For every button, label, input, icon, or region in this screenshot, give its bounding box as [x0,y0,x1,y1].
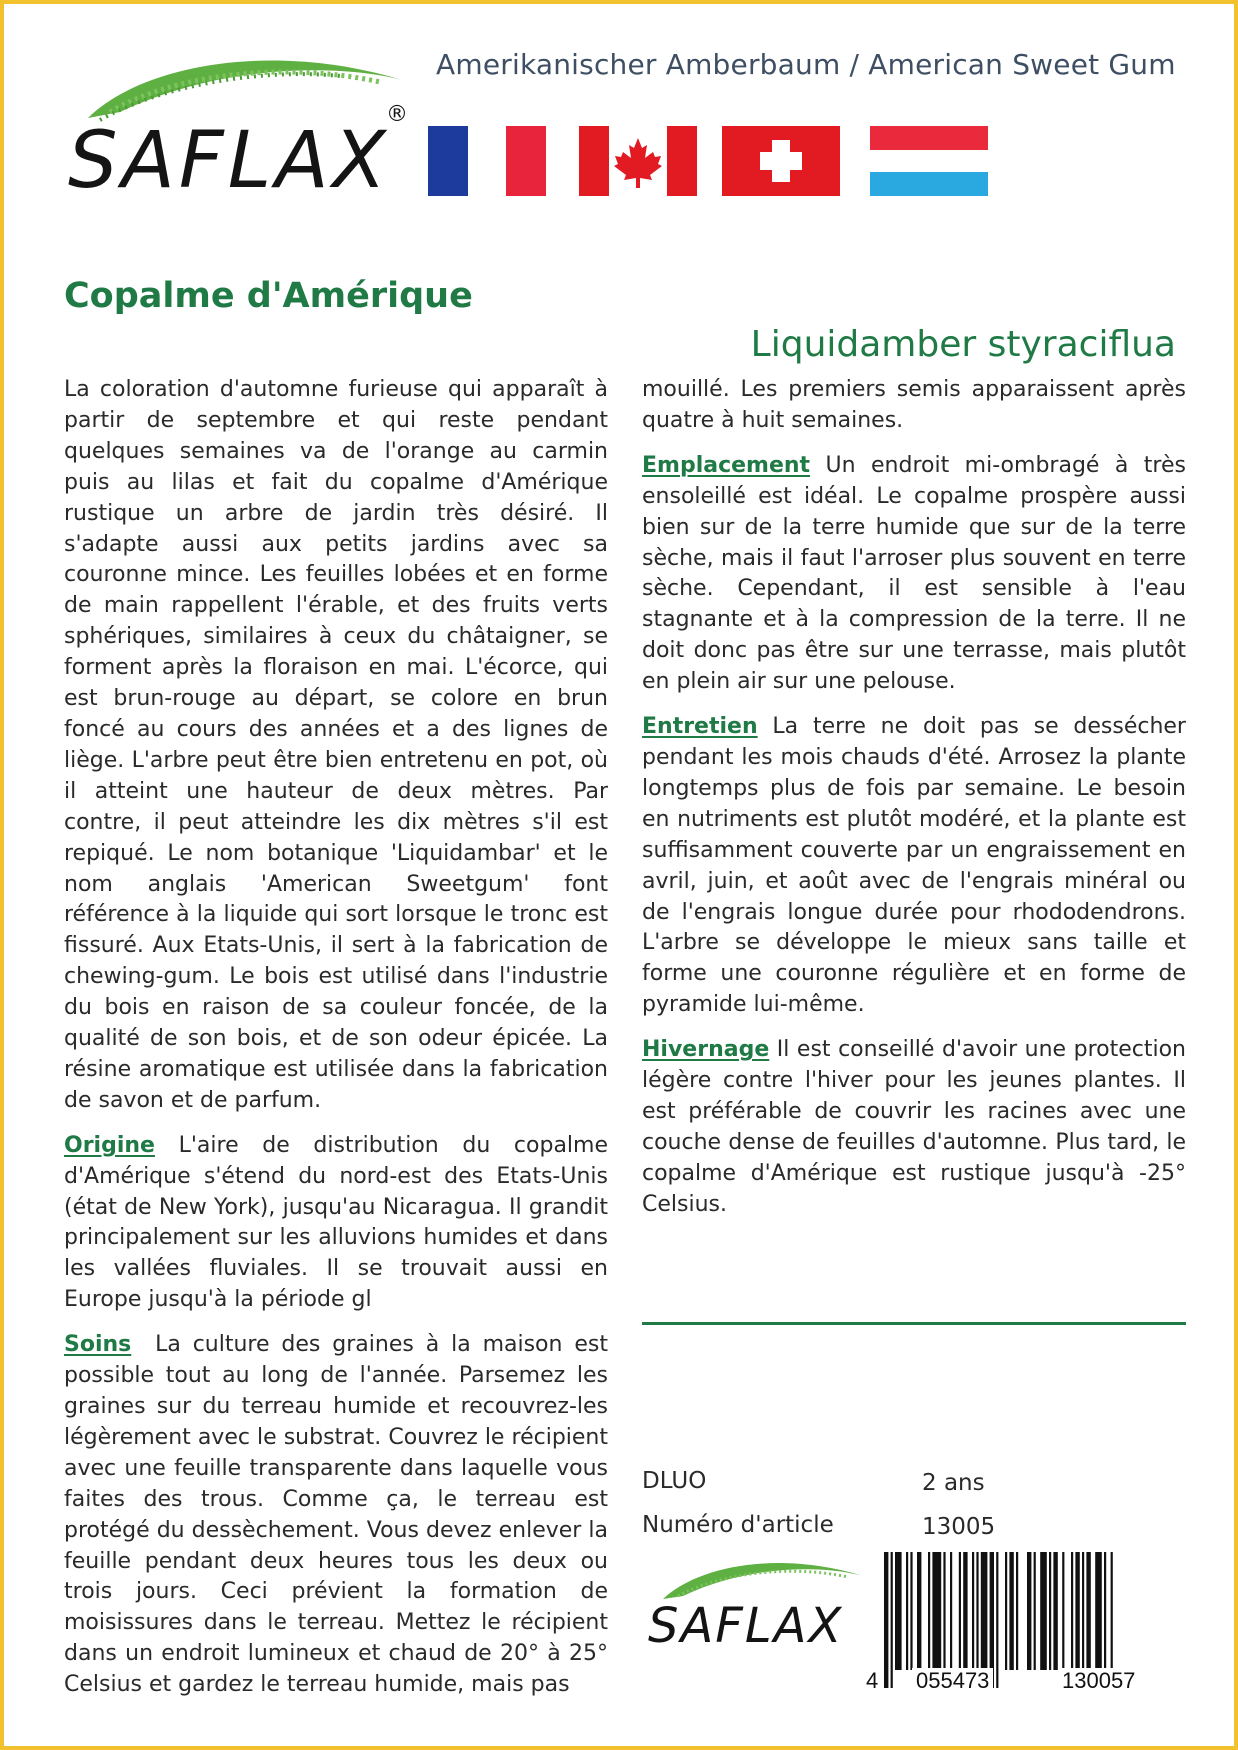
barcode-bar [1040,1552,1047,1670]
barcode-bar [963,1552,967,1670]
intro-paragraph: La coloration d'automne furieuse qui apparaît à partir de septembre et qui reste pendant quelques semaines va de l'orange au carmin puis au lilas et fait du copalme d'Amérique rustique un arbre de jardin très désiré. Il s'adapte aussi aux petits jardins avec sa couronne mince. Les feuilles lobées et en forme de main rappellent l'érable, et des fruits verts sphériques, similaires à ceux du châtaigner, se forment après la floraison en mai. L'écorce, qui est brun-rouge au départ, se colore en brun foncé au cours des années et a des lignes de liège. L'arbre peut être bien entretenu en pot, où il atteint une hauteur de deux mètres. Par contre, il peut atteindre les dix mètres s'il est repiqué. Le nom botanique 'Liquidambar' et le nom anglais 'American Sweetgum' font référence à la liquide qui sort lorsque le tronc est fissuré. Aux Etats-Unis, il sert à la fabrication de chewing-gum. Le bois est utilisé dans l'industrie du bois en raison de sa couleur foncée, de la qualité de son bois, et de son odeur épicée. La résine aromatique est utilisée dans la fabrication de savon et de parfum. [64,377,608,1113]
hivernage-section [642,1035,1186,1220]
emplacement-section [642,451,1186,698]
canada-flag-icon [579,126,697,196]
france-flag-icon [428,126,546,196]
barcode-bar [976,1552,978,1670]
hivernage-text: Il est conseillé d'avoir une protection légère contre l'hiver pour les jeunes plantes. Il est préférable de couvrir les racines avec une couche dense de feuilles d'automne. Plus tard, le copalme d'Amérique est rustique jusqu'à -25° Celsius. [642,1037,1187,1217]
footer-logo-wordmark: SAFLAX [648,1598,844,1654]
green-swoosh-icon [80,46,410,126]
origine-section [64,1131,608,1316]
origine-text: L'aire de distribution du copalme d'Amérique s'étend du nord-est des Etats-Unis (état de New York), jusqu'au Nicaragua. Il grandit principalement sur les alluvions humides et dans les vallées fluviales. Il se trouvait aussi en Europe jusqu'à la période gl [64,1132,608,1313]
barcode-bar [928,1552,930,1670]
barcode-bar [906,1552,908,1670]
barcode-group-2: 130057 [1058,1668,1139,1694]
product-latin-name: Liquidamber styraciflua [750,324,1176,365]
barcode-bar [1016,1552,1018,1670]
barcode-bar [1062,1552,1064,1670]
entretien-text: La terre ne doit pas se dessécher pendant les mois chauds d'été. Arrosez la plante longtemps plus de fois par semaine. Le besoin en nutriments est plutôt modéré, et la plante est suffisamment couverte par un engraissement en avril, juin, et août avec de l'engrais minéral ou de l'engrais longue durée pour rhododendrons. L'arbre se développe le mieux sans taille et forme une couronne régulière et en forme de pyramide lui-même. [642,714,1186,1018]
left-column [64,375,608,1715]
hivernage-heading: Hivernage [642,1037,770,1063]
barcode-bar [895,1552,902,1670]
barcode-bar [972,1552,974,1670]
barcode-bar [981,1552,988,1670]
barcode-bar [910,1552,912,1670]
luxembourg-flag-icon [870,126,988,196]
barcode-bar [1075,1552,1079,1670]
barcode-bar [1049,1552,1051,1670]
barcode-bar [959,1552,961,1670]
entretien-heading: Entretien [642,714,758,740]
barcode-bar [1009,1552,1013,1670]
barcode-bar [917,1552,921,1670]
product-name: Copalme d'Amérique [64,276,473,316]
emplacement-heading: Emplacement [642,452,811,478]
barcode-bar [1027,1552,1031,1670]
barcode-bar [943,1552,945,1670]
barcode-bar [932,1552,941,1670]
barcode-bar [1095,1552,1102,1670]
barcode-group-1: 055473 [912,1668,993,1694]
dluo-value: 2 ans [922,1470,985,1496]
origine-heading: Origine [64,1132,155,1158]
barcode-bar [1071,1552,1073,1670]
right-column [642,375,1186,1235]
logo-wordmark: SAFLAX [68,116,390,206]
soins-continued: mouillé. Les premiers semis apparaissent après quatre à huit semaines. [642,377,1186,433]
soins-text: La culture des graines à la maison est possible tout au long de l'année. Parsemez les graines sur du terreau humide et recouvrez-les légèrement avec le substrat. Couvrez le récipient avec une feuille transparente dans laquelle vous faites des trous. Comme ça, le terreau est protégé du dessèchement. Vous devez enlever la feuille pendant deux heures tous les deux ou trois jours. Ceci prévient la formation de moisissures dans le terreau. Mettez le récipient dans un endroit lumineux et chaud de 20° à 25° Celsius et gardez le terreau humide, mais pas [64,1332,608,1698]
soins-section [64,1330,608,1701]
barcode-bar [996,1552,998,1688]
green-swoosh-icon [658,1554,868,1604]
emplacement-text: Un endroit mi-ombragé à très ensoleillé est idéal. Le copalme prospère aussi bien sur de la terre humide que sur de la terre sèche, mais il faut l'arroser plus souvent en terre sèche. Cependant, il est sensible à l'eau stagnante et à la compression de la terre. Il ne doit donc pas être sur une terrasse, mais plutôt en plein air sur une pelouse. [642,452,1186,695]
article-number-value: 13005 [922,1514,996,1540]
soins-heading: Soins [64,1332,132,1358]
dluo-label: DLUO [642,1468,707,1494]
barcode-bar [1005,1552,1007,1670]
barcode-bar [950,1552,952,1670]
article-number-label: Numéro d'article [642,1512,834,1538]
barcode-bar [1053,1552,1057,1670]
saflax-logo [68,46,418,216]
barcode-bar [1086,1552,1090,1670]
barcode-bar [1082,1552,1084,1670]
saflax-logo-footer [648,1554,868,1664]
entretien-section [642,712,1186,1021]
barcode-prefix: 4 [862,1668,882,1694]
switzerland-flag-icon [722,126,840,196]
header-title: Amerikanischer Amberbaum / American Sweet Gum [436,48,1176,81]
section-divider [642,1322,1186,1325]
barcode-bar [1034,1552,1036,1670]
barcode-bar [891,1552,893,1688]
barcode-bar [884,1552,888,1688]
registered-mark: ® [386,102,408,127]
